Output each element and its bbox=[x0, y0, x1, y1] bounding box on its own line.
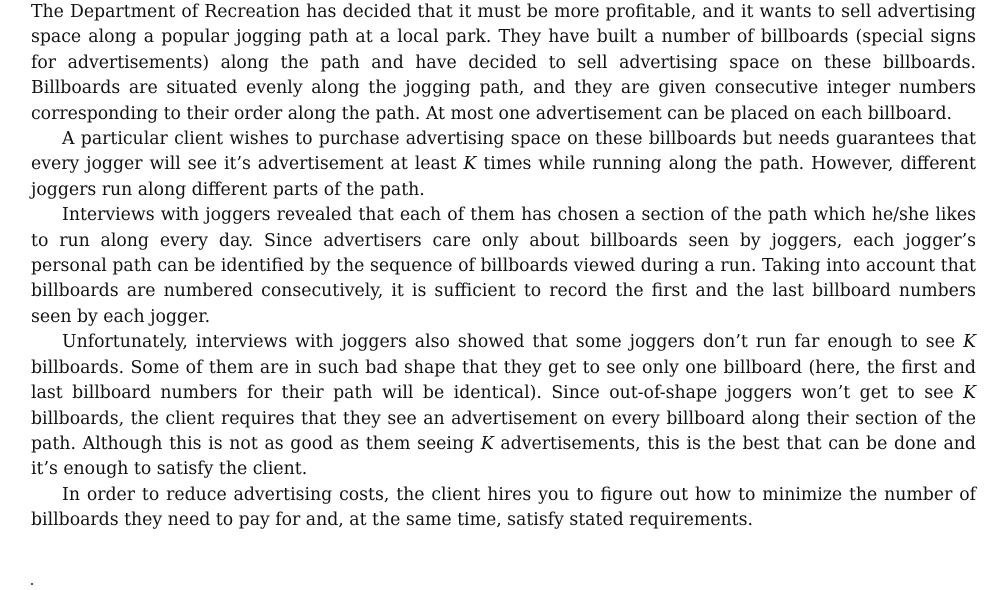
text-segment: Interviews with joggers revealed that each of them has chosen a section of the path which he/she likes to run along every day. Since advertisers care only about billboards seen by joggers, each jogger’s personal path can be identified by the sequence of billboards viewed during a run. Taking into account that billboards are numbered consecutively, it is sufficient to record the first and the last billboard numbers seen by each jogger. bbox=[31, 205, 976, 327]
paragraph-task bbox=[31, 483, 976, 534]
math-variable-k: K bbox=[463, 154, 477, 175]
text-segment: billboards, the client requires that they see an advertisement on every billboard along their section of the path. Although this is not as good as them seeing bbox=[31, 408, 976, 454]
text-segment: billboards. Some of them are in such bad shape that they get to see only one billboard (here, the first and last billboard numbers for their path will be identical). Since out-of-shape joggers won’t get to see bbox=[31, 357, 976, 404]
text-segment: advertisements, this is the best that can be done and it’s enough to satisfy the client. bbox=[31, 433, 976, 480]
text-segment: The Department of Recreation has decided that it must be more profitable, and it wants to sell advertising space along a popular jogging path at a local park. They have built a number of billboards (special signs for advertisements) along the path and have decided to sell advertising space on these billboards. Billboards are situated evenly along the jogging path, and they are given consecutive integer numbers corresponding to their order along the path. At most one advertisement can be placed on each billboard. bbox=[31, 2, 976, 124]
math-variable-k: K bbox=[963, 383, 976, 404]
problem-statement bbox=[31, 0, 976, 534]
text-segment: Unfortunately, interviews with joggers also showed that some joggers don’t run far enough to see bbox=[62, 332, 964, 353]
paragraph-unfortunately bbox=[31, 330, 976, 482]
paragraph-interviews bbox=[31, 203, 976, 330]
text-segment: In order to reduce advertising costs, the client hires you to figure out how to minimize the number of billboards they need to pay for and, at the same time, satisfy stated requirements. bbox=[31, 484, 976, 531]
stray-dot-mark bbox=[31, 583, 33, 585]
paragraph-intro bbox=[31, 0, 976, 127]
math-variable-k: K bbox=[480, 433, 494, 454]
math-variable-k: K bbox=[963, 332, 976, 353]
text-segment: times while running along the path. However, different joggers run along different parts of the path. bbox=[31, 154, 976, 200]
paragraph-client bbox=[31, 127, 976, 203]
text-segment: A particular client wishes to purchase advertising space on these billboards but needs guarantees that every jogger will see it’s advertisement at least bbox=[31, 129, 976, 175]
